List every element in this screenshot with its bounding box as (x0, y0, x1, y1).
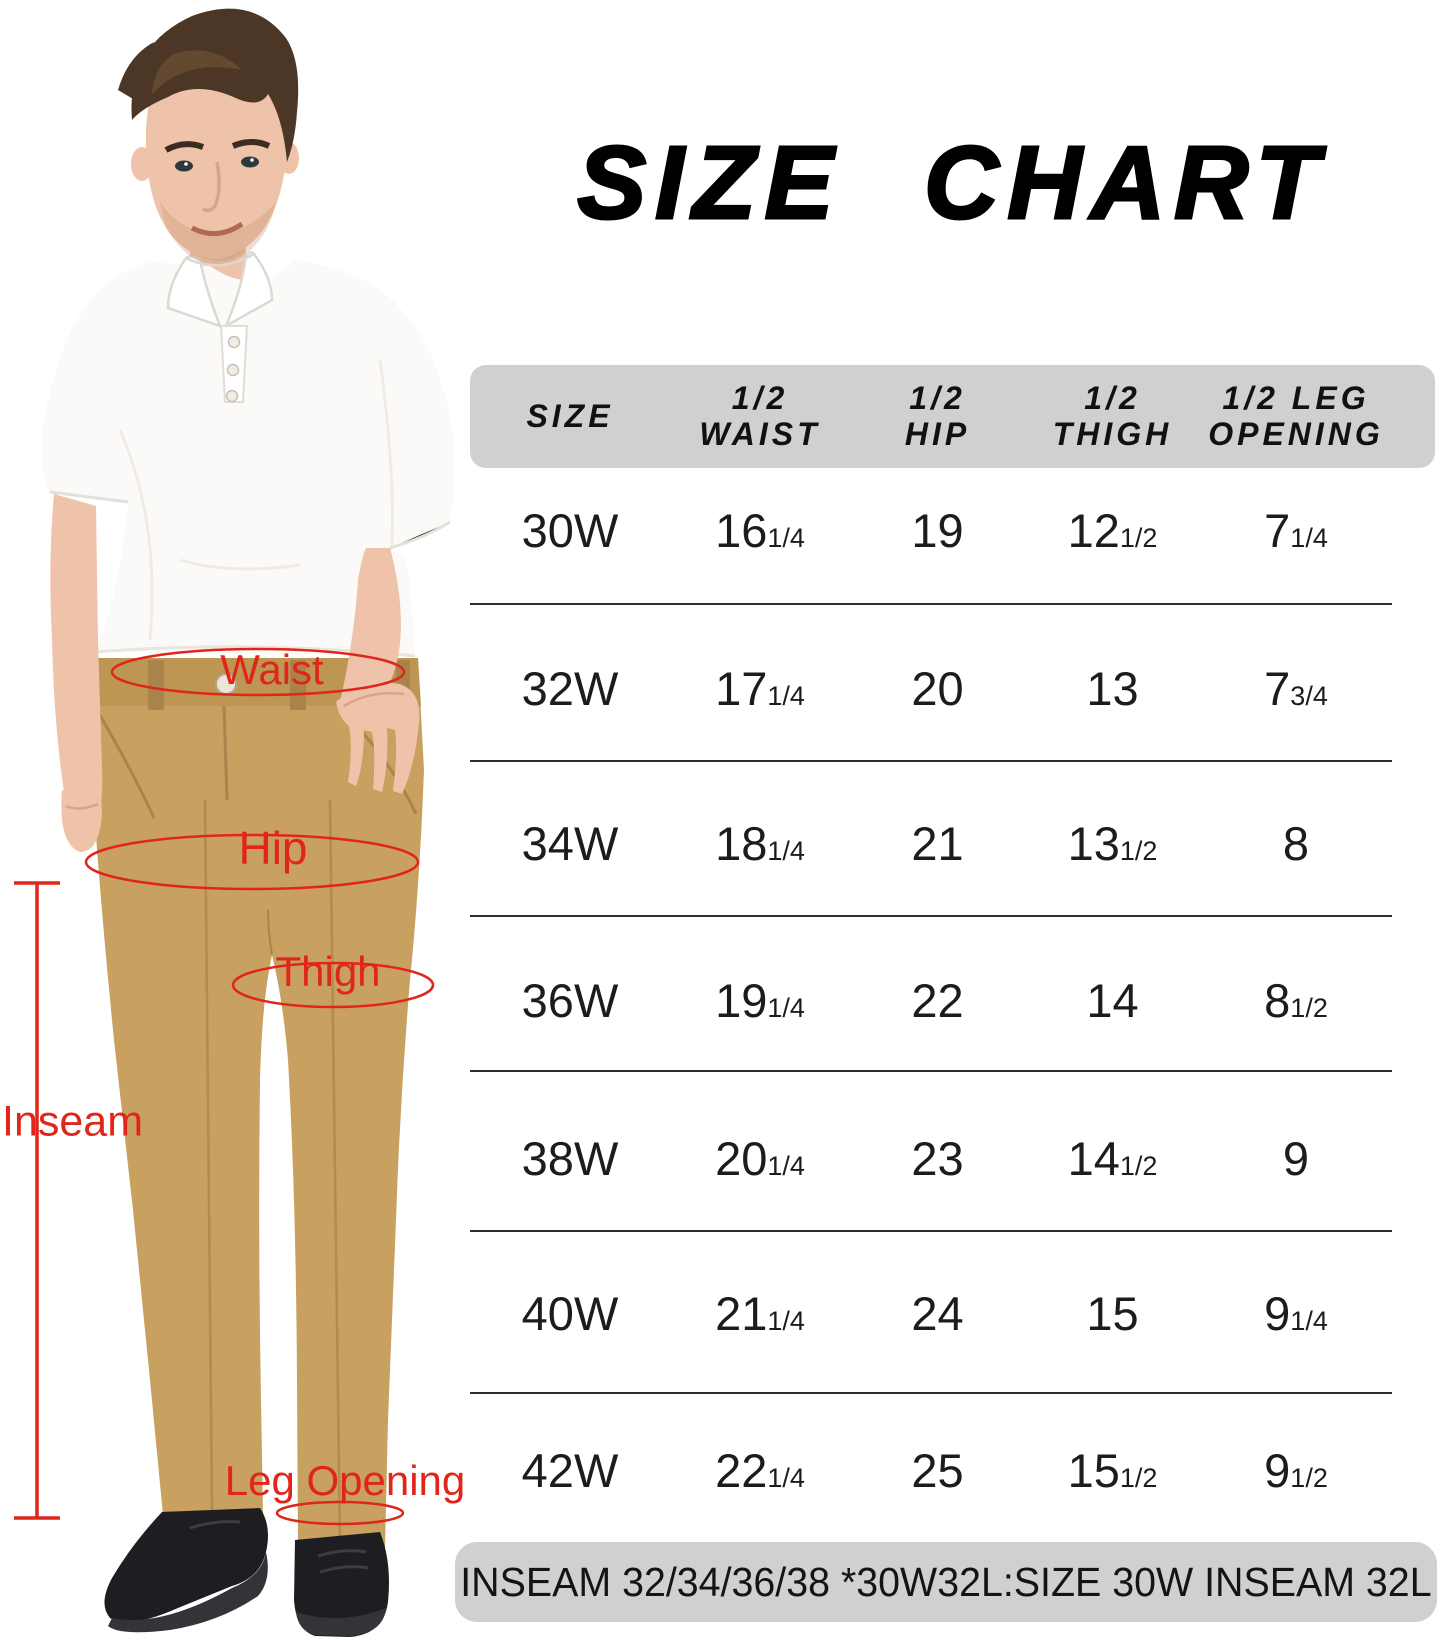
shirt-button (229, 337, 240, 348)
column-header-thigh-line1: 1/2 (1084, 379, 1141, 416)
table-row (470, 813, 1392, 873)
value-fraction: 1/4 (1290, 522, 1328, 553)
table-row (470, 500, 1392, 560)
value-main: 7 (1264, 503, 1291, 557)
leg-opening-value (1200, 973, 1392, 1028)
size-value: 36W (521, 973, 619, 1027)
value-main: 17 (715, 661, 768, 715)
size-value: 32W (521, 661, 619, 715)
column-header-size-line1: SIZE (526, 397, 614, 434)
thigh-value (1025, 1131, 1200, 1186)
waist-value (670, 661, 850, 716)
thigh-value (1025, 1443, 1200, 1498)
value-main: 13 (1067, 816, 1120, 870)
waist-value (670, 1131, 850, 1186)
table-row (470, 1128, 1392, 1188)
value-fraction: 1/4 (767, 1305, 805, 1336)
value-main: 22 (715, 1443, 768, 1497)
value-main: 20 (911, 661, 964, 715)
value-main: 7 (1264, 661, 1291, 715)
value-main: 14 (1067, 1131, 1120, 1185)
leg-opening-value (1200, 503, 1392, 558)
value-main: 8 (1282, 816, 1310, 870)
waist-value (670, 973, 850, 1028)
hip-value (850, 1131, 1025, 1186)
column-header-thigh-line2: THIGH (1052, 415, 1173, 452)
thigh-label: Thigh (275, 948, 381, 995)
waist-value (670, 503, 850, 558)
model-photo-illustration (0, 0, 500, 1638)
value-fraction: 1/2 (1290, 1462, 1328, 1493)
hip-label: Hip (238, 822, 308, 874)
value-main: 9 (1282, 1131, 1310, 1185)
hip-value (850, 1443, 1025, 1498)
column-header-size (470, 399, 670, 435)
leg-opening-value (1200, 1443, 1392, 1498)
value-fraction: 1/4 (767, 522, 805, 553)
value-main: 15 (1067, 1443, 1120, 1497)
waist-value (670, 1443, 850, 1498)
eye (175, 161, 193, 172)
table-row (470, 970, 1392, 1030)
value-fraction: 1/4 (1290, 1305, 1328, 1336)
column-header-half-waist (670, 381, 850, 453)
thigh-value (1025, 816, 1200, 871)
head (118, 9, 299, 264)
value-main: 18 (715, 816, 768, 870)
value-main: 8 (1264, 973, 1291, 1027)
thigh-value (1025, 503, 1200, 558)
hip-value (850, 661, 1025, 716)
table-row (470, 1440, 1392, 1500)
value-main: 13 (1086, 661, 1139, 715)
table-header-band (470, 365, 1435, 468)
shirt-button (228, 365, 239, 376)
shirt-button (227, 391, 238, 402)
hip-value (850, 503, 1025, 558)
size-value: 40W (521, 1286, 619, 1340)
size-value: 42W (521, 1443, 619, 1497)
value-main: 12 (1067, 503, 1120, 557)
value-fraction: 1/2 (1119, 522, 1158, 553)
value-main: 9 (1264, 1286, 1291, 1340)
value-main: 15 (1086, 1286, 1139, 1340)
column-header-waist-line1: 1/2 (731, 379, 789, 416)
thigh-value (1025, 973, 1200, 1028)
value-fraction: 1/2 (1119, 1150, 1158, 1181)
value-fraction: 1/4 (767, 992, 805, 1023)
value-main: 22 (911, 973, 964, 1027)
column-header-half-thigh (1025, 381, 1200, 453)
value-fraction: 1/4 (767, 1150, 805, 1181)
value-main: 19 (715, 973, 768, 1027)
column-header-leg-opening-line1: 1/2 LEG (1222, 379, 1370, 416)
value-fraction: 3/4 (1290, 680, 1328, 711)
leg-opening-label: Leg Opening (224, 1457, 466, 1504)
eye (241, 157, 259, 168)
value-main: 23 (911, 1131, 964, 1185)
footnote-bar (455, 1542, 1437, 1622)
row-divider (470, 760, 1392, 762)
value-fraction: 1/4 (767, 1462, 805, 1493)
value-main: 21 (911, 816, 964, 870)
leg-opening-value (1200, 661, 1392, 716)
waist-label: Waist (220, 646, 324, 693)
value-main: 16 (715, 503, 768, 557)
column-header-hip-line1: 1/2 (909, 379, 966, 416)
table-row (470, 658, 1392, 718)
row-divider (470, 1070, 1392, 1072)
page-title: SIZE CHART (577, 125, 1328, 240)
hip-value (850, 1286, 1025, 1341)
hip-value (850, 816, 1025, 871)
value-main: 19 (911, 503, 964, 557)
value-fraction: 1/4 (767, 680, 805, 711)
value-main: 9 (1264, 1443, 1291, 1497)
row-divider (470, 603, 1392, 605)
value-main: 21 (715, 1286, 768, 1340)
thigh-value (1025, 1286, 1200, 1341)
leg-opening-value (1200, 1286, 1392, 1341)
hip-value (850, 973, 1025, 1028)
leg-opening-value (1200, 1131, 1392, 1186)
value-main: 20 (715, 1131, 768, 1185)
column-header-half-leg-opening (1200, 381, 1392, 453)
size-value: 30W (521, 503, 619, 557)
column-header-half-hip (850, 381, 1025, 453)
row-divider (470, 915, 1392, 917)
value-main: 24 (911, 1286, 964, 1340)
value-fraction: 1/4 (767, 835, 805, 866)
left-arm (50, 494, 102, 852)
row-divider (470, 1230, 1392, 1232)
value-fraction: 1/2 (1290, 992, 1328, 1023)
footnote-text: INSEAM 32/34/36/38 *30W32L:SIZE 30W INSEAM 32L (460, 1558, 1432, 1605)
size-value: 34W (521, 816, 619, 870)
leg-opening-value (1200, 816, 1392, 871)
value-fraction: 1/2 (1119, 1462, 1158, 1493)
column-header-waist-line2: WAIST (699, 415, 821, 452)
table-row (470, 1283, 1392, 1343)
inseam-label: Inseam (2, 1097, 144, 1146)
column-header-hip-line2: HIP (904, 415, 971, 452)
column-header-leg-opening-line2: OPENING (1208, 415, 1384, 452)
size-value: 38W (521, 1131, 619, 1185)
thigh-value (1025, 661, 1200, 716)
waist-value (670, 1286, 850, 1341)
waist-value (670, 816, 850, 871)
value-fraction: 1/2 (1119, 835, 1158, 866)
table-header-row (470, 365, 1392, 468)
value-main: 14 (1086, 973, 1139, 1027)
value-main: 25 (911, 1443, 964, 1497)
row-divider (470, 1392, 1392, 1394)
